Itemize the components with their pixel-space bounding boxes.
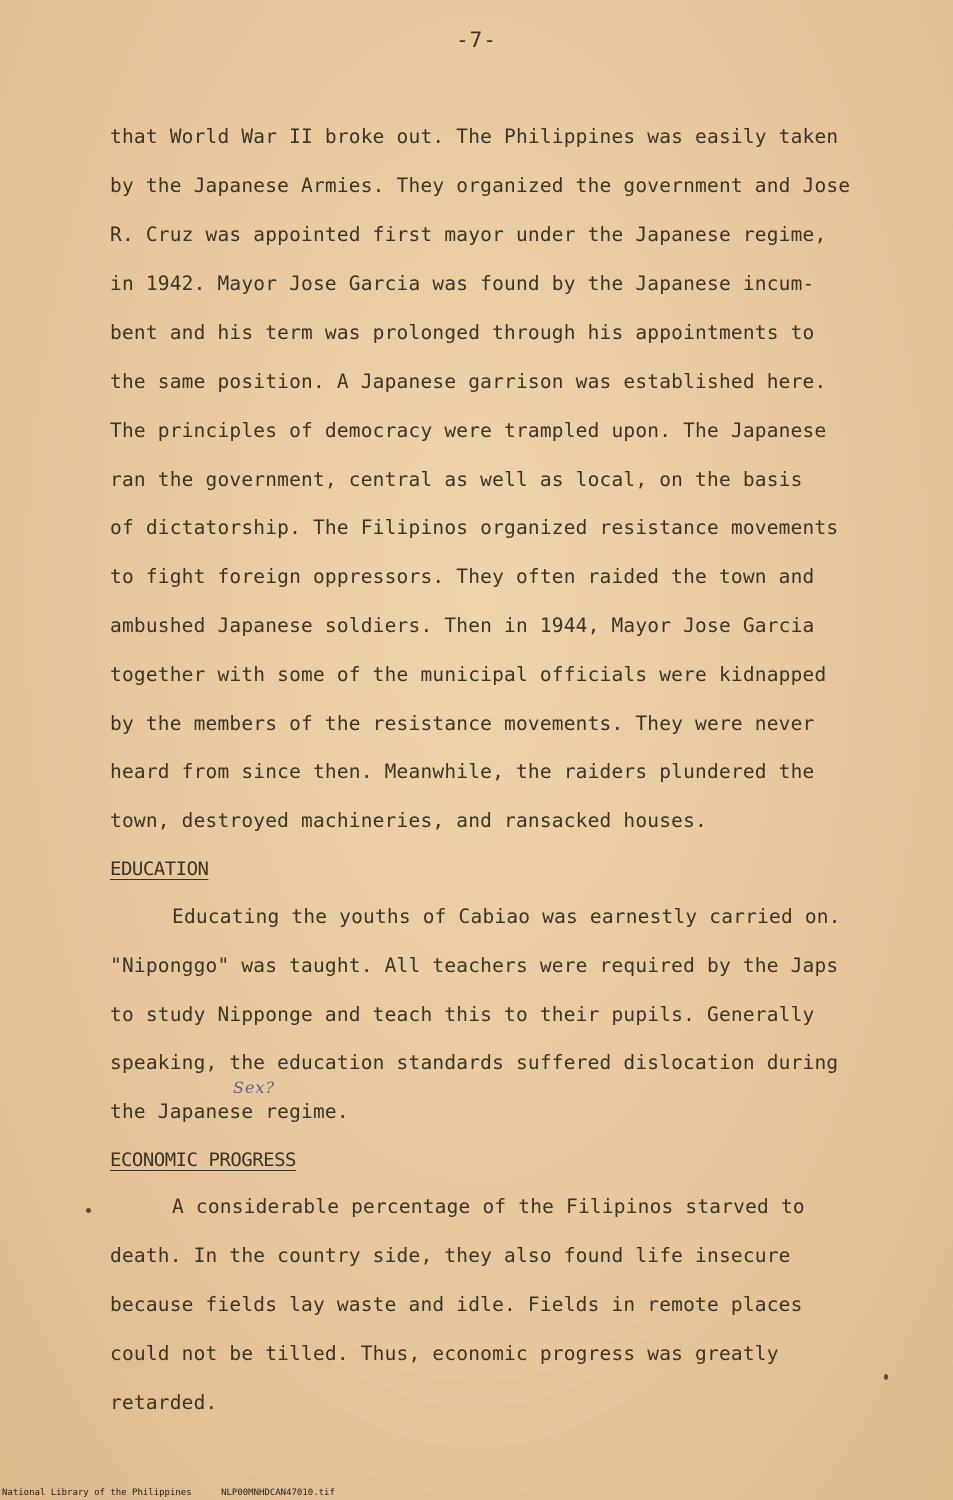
text-line: the same position. A Japanese garrison was established here. [110,370,827,393]
text-line: "Niponggo" was taught. All teachers were required by the Japs [110,954,839,977]
section-heading-education: EDUCATION [110,858,209,880]
text-line: by the Japanese Armies. They organized the government and Jose [110,174,851,197]
text-line: death. In the country side, they also found life insecure [110,1244,791,1267]
text-line: R. Cruz was appointed first mayor under the Japanese regime, [110,223,827,246]
text-line: ran the government, central as well as local, on the basis [110,468,803,491]
paper-speck [884,1374,888,1380]
text-line: to fight foreign oppressors. They often raided the town and [110,565,815,588]
text-line: the Japanese regime. [110,1100,349,1123]
text-line: A considerable percentage of the Filipinos starved to [172,1195,805,1218]
text-line: of dictatorship. The Filipinos organized resistance movements [110,516,839,539]
footer-library: National Library of the Philippines [2,1488,192,1498]
text-line: in 1942. Mayor Jose Garcia was found by the Japanese incum- [110,272,815,295]
text-line: bent and his term was prolonged through his appointments to [110,321,815,344]
text-line: speaking, the education standards suffered dislocation during [110,1051,839,1074]
text-line: that World War II broke out. The Philippines was easily taken [110,125,839,148]
text-line: heard from since then. Meanwhile, the raiders plundered the [110,760,815,783]
section-heading-economic-progress: ECONOMIC PROGRESS [110,1149,296,1171]
text-line: together with some of the municipal officials were kidnapped [110,663,827,686]
page-number: -7- [456,28,497,52]
footer-file: NLP00MNHDCAN47010.tif [221,1488,335,1498]
text-line: by the members of the resistance movements. They were never [110,712,815,735]
handwritten-annotation: Sex? [233,1078,276,1097]
text-line: could not be tilled. Thus, economic progress was greatly [110,1342,779,1365]
text-line: ambushed Japanese soldiers. Then in 1944, Mayor Jose Garcia [110,614,815,637]
text-line: The principles of democracy were trampled upon. The Japanese [110,419,827,442]
scan-footer [2,1488,359,1498]
paper-speck [86,1208,91,1213]
text-line: town, destroyed machineries, and ransacked houses. [110,809,707,832]
text-line: Educating the youths of Cabiao was earnestly carried on. [172,905,841,928]
text-line: because fields lay waste and idle. Fields in remote places [110,1293,803,1316]
text-line: to study Nipponge and teach this to their pupils. Generally [110,1003,815,1026]
text-line: retarded. [110,1391,218,1414]
